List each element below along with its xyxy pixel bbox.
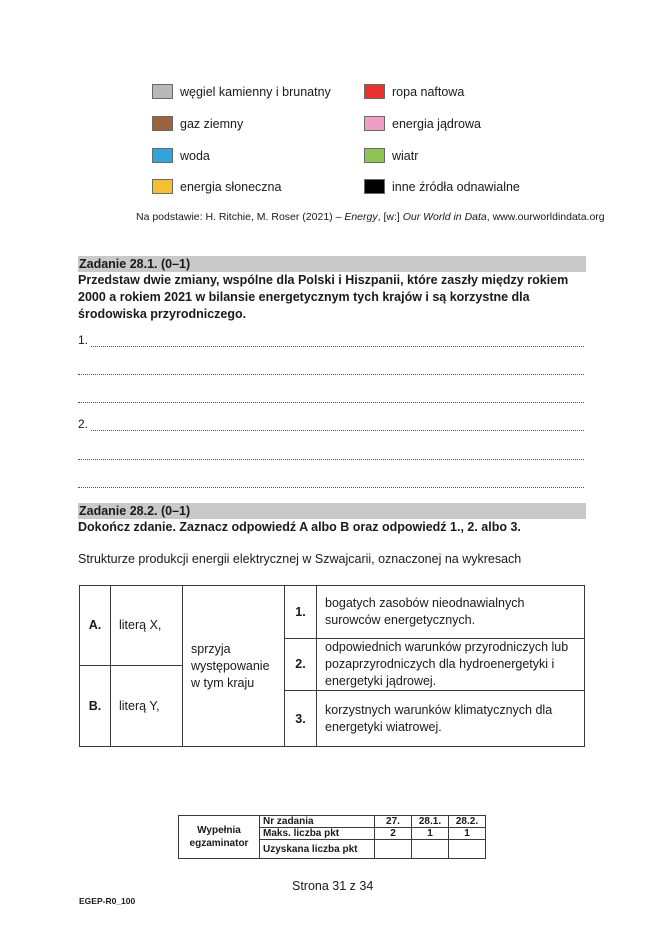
legend-item bbox=[152, 179, 281, 194]
legend-label: woda bbox=[180, 148, 210, 163]
task-number: 28.1. bbox=[412, 816, 449, 828]
page-number: Strona 31 z 34 bbox=[292, 879, 374, 893]
legend-item bbox=[364, 179, 520, 194]
max-points: 1 bbox=[412, 828, 449, 840]
middle-text: sprzyja występowanie w tym kraju bbox=[183, 586, 285, 747]
option-2-text[interactable]: odpowiednich warunków przyrodniczych lub pozaprzyrodniczych dla hydroenergetyki i energetyki jądrowej. bbox=[317, 638, 585, 691]
option-1-number[interactable]: 1. bbox=[285, 586, 317, 639]
row-label-max-points: Maks. liczba pkt bbox=[260, 828, 375, 840]
examiner-label: Wypełnia egzaminator bbox=[179, 816, 260, 859]
row-label-task-number: Nr zadania bbox=[260, 816, 375, 828]
legend-item bbox=[152, 148, 210, 163]
exam-code: EGEP-R0_100 bbox=[79, 896, 136, 906]
other-renewables-swatch-icon bbox=[364, 179, 385, 194]
legend-item bbox=[364, 148, 418, 163]
option-3-text[interactable]: korzystnych warunków klimatycznych dla energetyki wiatrowej. bbox=[317, 691, 585, 747]
water-swatch-icon bbox=[152, 148, 173, 163]
dotted-line bbox=[91, 420, 584, 431]
source-publication: Our World in Data bbox=[402, 211, 487, 223]
source-citation bbox=[136, 211, 605, 223]
option-1-text[interactable]: bogatych zasobów nieodnawialnych surowców energetycznych. bbox=[317, 586, 585, 639]
obtained-points-cell[interactable] bbox=[449, 840, 486, 859]
source-title: Energy bbox=[344, 211, 378, 223]
answer-line[interactable] bbox=[78, 474, 584, 488]
answer-number: 2. bbox=[78, 417, 89, 431]
option-a-text[interactable]: literą X, bbox=[111, 586, 183, 666]
answer-line[interactable] bbox=[78, 389, 584, 403]
task-28-2-instruction: Dokończ zdanie. Zaznacz odpowiedź A albo B oraz odpowiedź 1., 2. albo 3. bbox=[78, 520, 521, 534]
task-28-2-header: Zadanie 28.2. (0–1) bbox=[78, 503, 586, 519]
answer-line[interactable] bbox=[78, 446, 584, 460]
legend-label: węgiel kamienny i brunatny bbox=[180, 84, 331, 99]
max-points: 2 bbox=[375, 828, 412, 840]
task-28-1-header: Zadanie 28.1. (0–1) bbox=[78, 256, 586, 272]
task-28-2-stem: Strukturze produkcji energii elektrycznej w Szwajcarii, oznaczonej na wykresach bbox=[78, 552, 522, 566]
legend-item bbox=[364, 84, 464, 99]
max-points: 1 bbox=[449, 828, 486, 840]
legend-label: inne źródła odnawialne bbox=[392, 179, 520, 194]
obtained-points-cell[interactable] bbox=[375, 840, 412, 859]
option-a-letter[interactable]: A. bbox=[80, 586, 111, 666]
option-b-letter[interactable]: B. bbox=[80, 665, 111, 746]
dotted-line bbox=[78, 477, 584, 488]
dotted-line bbox=[91, 336, 584, 347]
task-28-1-instruction: Przedstaw dwie zmiany, wspólne dla Polski i Hiszpanii, które zaszły między rokiem 2000 a rokiem 2021 w bilansie energetycznym tych krajów i są korzystne dla środowiska przyrodniczego. bbox=[78, 273, 569, 321]
answer-choice-table bbox=[79, 585, 585, 747]
legend-item bbox=[364, 116, 481, 131]
dotted-line bbox=[78, 392, 584, 403]
dotted-line bbox=[78, 364, 584, 375]
answer-line[interactable] bbox=[78, 361, 584, 375]
legend-label: gaz ziemny bbox=[180, 116, 244, 131]
legend-label: energia słoneczna bbox=[180, 179, 282, 194]
source-prefix: Na podstawie: H. Ritchie, M. Roser (2021) – bbox=[136, 211, 345, 223]
legend-label: energia jądrowa bbox=[392, 116, 481, 131]
option-2-number[interactable]: 2. bbox=[285, 638, 317, 691]
answer-number: 1. bbox=[78, 333, 89, 347]
option-3-number[interactable]: 3. bbox=[285, 691, 317, 747]
legend-item bbox=[152, 84, 331, 99]
wind-swatch-icon bbox=[364, 148, 385, 163]
legend-item bbox=[152, 116, 243, 131]
option-b-text[interactable]: literą Y, bbox=[111, 665, 183, 746]
task-number: 27. bbox=[375, 816, 412, 828]
legend-label: ropa naftowa bbox=[392, 84, 465, 99]
source-mid: , [w:] bbox=[377, 211, 403, 223]
legend-label: wiatr bbox=[392, 148, 419, 163]
nuclear-swatch-icon bbox=[364, 116, 385, 131]
obtained-points-cell[interactable] bbox=[412, 840, 449, 859]
task-number: 28.2. bbox=[449, 816, 486, 828]
coal-swatch-icon bbox=[152, 84, 173, 99]
answer-line-2[interactable] bbox=[78, 417, 584, 431]
oil-swatch-icon bbox=[364, 84, 385, 99]
source-suffix: , www.ourworldindata.org bbox=[486, 211, 605, 223]
answer-line-1[interactable] bbox=[78, 333, 584, 347]
examiner-score-table bbox=[178, 815, 486, 859]
solar-swatch-icon bbox=[152, 179, 173, 194]
gas-swatch-icon bbox=[152, 116, 173, 131]
row-label-obtained-points: Uzyskana liczba pkt bbox=[260, 840, 375, 859]
dotted-line bbox=[78, 449, 584, 460]
